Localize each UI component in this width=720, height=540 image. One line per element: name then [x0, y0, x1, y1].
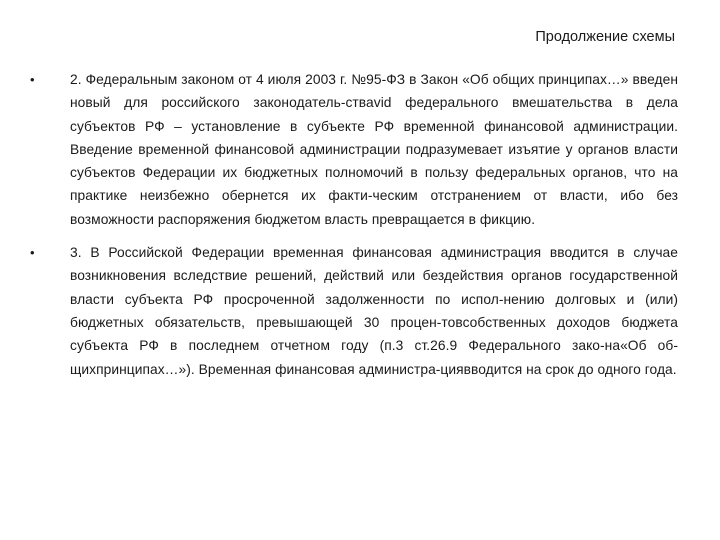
- bullet-list: [30, 68, 678, 391]
- bullet-icon: •: [30, 72, 35, 87]
- list-item: [30, 68, 678, 231]
- page-title: Продолжение схемы: [535, 29, 675, 45]
- bullet-text: 2. Федеральным законом от 4 июля 2003 г. №95-ФЗ в Закон «Об общих принципах…» введен новый для российского законодатель-стваvid федерального вмешательства в дела субъектов РФ – установление в субъекте РФ временной финансовой администрации. Введение временной финансовой администрации подразумевает изъятие у органов власти субъектов Федерации их бюджетных полномочий в пользу федеральных органов, что на практике неизбежно обернется их факти-ческим отстранением от власти, ибо без возможности распоряжения бюджетом власть превращается в фикцию.: [70, 72, 678, 227]
- list-item: [30, 241, 678, 381]
- bullet-text: 3. В Российской Федерации временная финансовая администрация вводится в случае возникновения вследствие решений, действий или бездействия органов государственной власти субъекта РФ просроченной задолженности по испол-нению долговых и (или) бюджетных обязательств, превышающей 30 процен-товсобственных доходов бюджета субъекта РФ в последнем отчетном году (п.3 ст.26.9 Федерального зако-на«Об об-щихпринципах…»). Временная финансовая администра-циявводится на срок до одного года.: [70, 245, 678, 377]
- bullet-icon: •: [30, 245, 35, 261]
